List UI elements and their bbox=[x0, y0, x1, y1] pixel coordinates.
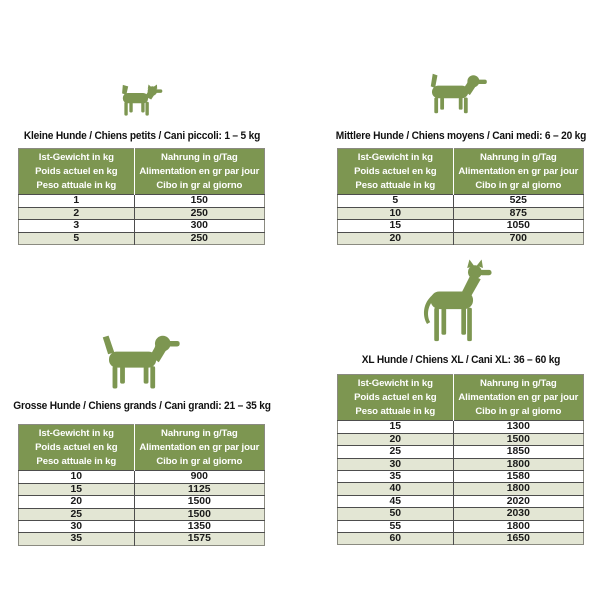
weight-header-cell bbox=[338, 149, 454, 195]
weight-cell: 2 bbox=[19, 207, 135, 219]
food-cell: 1800 bbox=[453, 483, 583, 495]
table-row bbox=[338, 220, 584, 232]
header-line: Ist-Gewicht in kg bbox=[38, 152, 114, 163]
food-cell: 1125 bbox=[134, 483, 264, 495]
weight-cell: 20 bbox=[338, 433, 454, 445]
food-cell: 1500 bbox=[453, 433, 583, 445]
food-cell: 1500 bbox=[134, 496, 264, 508]
header-line: Poids actuel en kg bbox=[35, 441, 118, 453]
weight-cell: 35 bbox=[338, 471, 454, 483]
section-title-medium: Mittlere Hunde / Chiens moyens / Cani medi: 6 – 20 kg bbox=[335, 130, 587, 142]
food-cell: 1580 bbox=[453, 471, 583, 483]
header-line: Peso attuale in kg bbox=[355, 179, 436, 191]
weight-header-cell bbox=[19, 149, 135, 195]
table-row bbox=[338, 533, 584, 545]
header-line: Alimentation en gr par jour bbox=[458, 391, 579, 403]
food-cell: 525 bbox=[453, 195, 583, 207]
weight-cell: 30 bbox=[19, 521, 135, 533]
weight-cell: 30 bbox=[338, 458, 454, 470]
food-cell: 1350 bbox=[134, 521, 264, 533]
weight-cell: 15 bbox=[338, 220, 454, 232]
section-title-small: Kleine Hunde / Chiens petits / Cani piccoli: 1 – 5 kg bbox=[23, 130, 261, 142]
table-row bbox=[338, 195, 584, 207]
weight-cell: 20 bbox=[19, 496, 135, 508]
food-cell: 150 bbox=[134, 195, 264, 207]
header-line: Ist-Gewicht in kg bbox=[38, 428, 114, 439]
table-header-row bbox=[338, 149, 584, 195]
medium-dog-icon bbox=[428, 72, 488, 115]
table-row bbox=[19, 508, 265, 520]
header-line: Nahrung in g/Tag bbox=[480, 152, 557, 163]
weight-header-cell bbox=[338, 375, 454, 421]
header-line: Alimentation en gr par jour bbox=[458, 165, 579, 177]
table-row bbox=[19, 195, 265, 207]
feeding-table-small bbox=[18, 148, 265, 245]
table-row bbox=[19, 483, 265, 495]
feeding-table-large bbox=[18, 424, 265, 546]
table-row bbox=[338, 446, 584, 458]
food-cell: 1850 bbox=[453, 446, 583, 458]
header-line: Poids actuel en kg bbox=[354, 165, 437, 177]
food-header-cell bbox=[453, 375, 583, 421]
small-dog-icon bbox=[119, 84, 165, 118]
weight-cell: 25 bbox=[338, 446, 454, 458]
food-cell: 1300 bbox=[453, 421, 583, 433]
weight-cell: 20 bbox=[338, 232, 454, 244]
food-header-cell bbox=[134, 425, 264, 471]
food-cell: 250 bbox=[134, 207, 264, 219]
food-cell: 1650 bbox=[453, 533, 583, 545]
table-row bbox=[338, 232, 584, 244]
table-row bbox=[338, 495, 584, 507]
header-line: Poids actuel en kg bbox=[35, 165, 118, 177]
table-row bbox=[338, 458, 584, 470]
food-cell: 1575 bbox=[134, 533, 264, 545]
table-row bbox=[338, 207, 584, 219]
table-row bbox=[19, 232, 265, 244]
food-header-cell bbox=[453, 149, 583, 195]
food-cell: 1050 bbox=[453, 220, 583, 232]
food-cell: 2020 bbox=[453, 495, 583, 507]
food-cell: 875 bbox=[453, 207, 583, 219]
weight-cell: 45 bbox=[338, 495, 454, 507]
weight-cell: 35 bbox=[19, 533, 135, 545]
table-row bbox=[19, 496, 265, 508]
table-row bbox=[338, 421, 584, 433]
food-cell: 2030 bbox=[453, 508, 583, 520]
header-line: Cibo in gr al giorno bbox=[156, 455, 243, 467]
header-line: Alimentation en gr par jour bbox=[139, 441, 260, 453]
feeding-table-medium bbox=[337, 148, 584, 245]
header-line: Ist-Gewicht in kg bbox=[357, 378, 433, 389]
weight-cell: 10 bbox=[19, 471, 135, 483]
weight-cell: 55 bbox=[338, 520, 454, 532]
header-line: Nahrung in g/Tag bbox=[480, 378, 557, 389]
table-row bbox=[19, 471, 265, 483]
header-line: Peso attuale in kg bbox=[355, 405, 436, 417]
table-header-row bbox=[338, 375, 584, 421]
food-cell: 1500 bbox=[134, 508, 264, 520]
header-line: Poids actuel en kg bbox=[354, 391, 437, 403]
table-row bbox=[338, 433, 584, 445]
header-line: Alimentation en gr par jour bbox=[139, 165, 260, 177]
table-header-row bbox=[19, 149, 265, 195]
food-cell: 250 bbox=[134, 232, 264, 244]
table-row bbox=[338, 508, 584, 520]
feeding-table-xl bbox=[337, 374, 584, 545]
food-cell: 700 bbox=[453, 232, 583, 244]
food-cell: 1800 bbox=[453, 458, 583, 470]
weight-cell: 15 bbox=[338, 421, 454, 433]
table-row bbox=[19, 521, 265, 533]
table-header-row bbox=[19, 425, 265, 471]
large-dog-icon bbox=[101, 331, 181, 390]
header-line: Cibo in gr al giorno bbox=[475, 405, 562, 417]
header-line: Peso attuale in kg bbox=[36, 455, 117, 467]
weight-cell: 10 bbox=[338, 207, 454, 219]
weight-cell: 5 bbox=[19, 232, 135, 244]
table-row bbox=[19, 220, 265, 232]
section-title-large: Grosse Hunde / Chiens grands / Cani grandi: 21 – 35 kg bbox=[13, 400, 271, 412]
header-line: Nahrung in g/Tag bbox=[161, 428, 238, 439]
food-cell: 1800 bbox=[453, 520, 583, 532]
xl-dog-icon bbox=[417, 259, 493, 342]
weight-cell: 25 bbox=[19, 508, 135, 520]
food-cell: 300 bbox=[134, 220, 264, 232]
table-row bbox=[338, 483, 584, 495]
header-line: Ist-Gewicht in kg bbox=[357, 152, 433, 163]
table-row bbox=[338, 471, 584, 483]
section-title-xl: XL Hunde / Chiens XL / Cani XL: 36 – 60 kg bbox=[361, 354, 561, 366]
food-header-cell bbox=[134, 149, 264, 195]
weight-cell: 3 bbox=[19, 220, 135, 232]
weight-cell: 40 bbox=[338, 483, 454, 495]
header-line: Cibo in gr al giorno bbox=[475, 179, 562, 191]
weight-cell: 5 bbox=[338, 195, 454, 207]
weight-header-cell bbox=[19, 425, 135, 471]
header-line: Nahrung in g/Tag bbox=[161, 152, 238, 163]
table-row bbox=[338, 520, 584, 532]
table-row bbox=[19, 533, 265, 545]
weight-cell: 1 bbox=[19, 195, 135, 207]
header-line: Peso attuale in kg bbox=[36, 179, 117, 191]
food-cell: 900 bbox=[134, 471, 264, 483]
weight-cell: 50 bbox=[338, 508, 454, 520]
weight-cell: 60 bbox=[338, 533, 454, 545]
table-row bbox=[19, 207, 265, 219]
weight-cell: 15 bbox=[19, 483, 135, 495]
header-line: Cibo in gr al giorno bbox=[156, 179, 243, 191]
